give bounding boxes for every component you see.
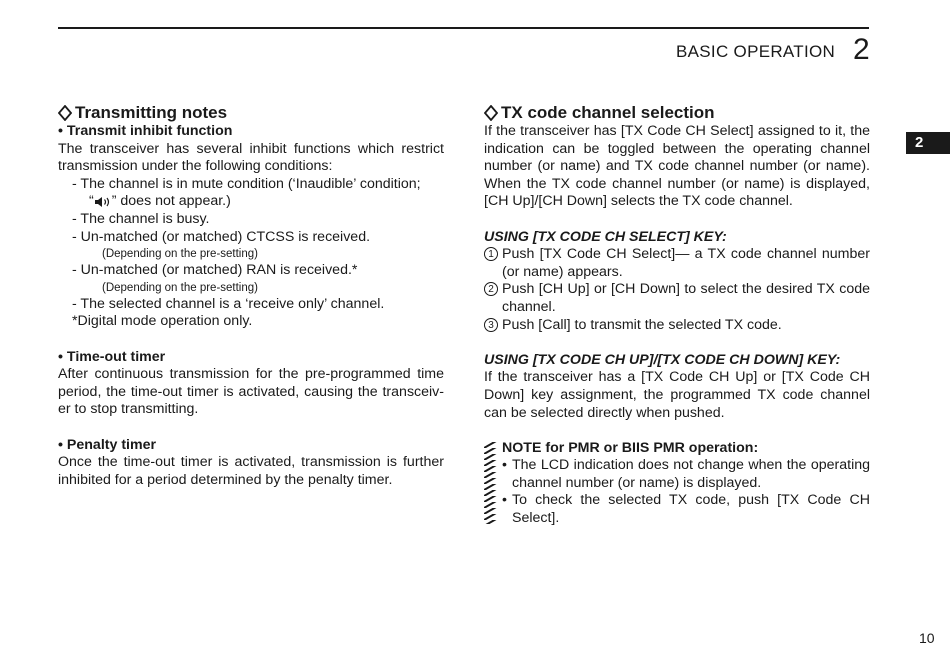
heading-text: Transmitting notes	[75, 103, 228, 122]
heading-text: TX code channel selection	[501, 103, 715, 122]
digital-footnote: *Digital mode operation only.	[72, 313, 253, 330]
right-column	[484, 102, 870, 528]
note-text: The LCD indication does not change when the operating channel number (or name) is displayed.	[512, 457, 870, 491]
condition-continuation	[80, 193, 444, 211]
condition-note: (Depending on the pre-setting)	[102, 281, 258, 294]
section-title: BASIC OPERATION	[676, 42, 836, 61]
condition-text: - The selected channel is a ‘receive only’ channel.	[72, 295, 385, 312]
note-title: NOTE for PMR or BIIS PMR operation:	[502, 439, 759, 456]
diamond-icon	[484, 105, 498, 121]
condition-note: (Depending on the pre-setting)	[102, 248, 258, 261]
condition-item	[58, 229, 444, 263]
using-updown-text: If the transceiver has a [TX Code CH Up] or [TX Code CH Down] key assignment, the programmed TX code channel can be selected directly when pushed.	[484, 369, 870, 421]
step-text: Push [CH Up] or [CH Down] to select the desired TX code channel.	[502, 281, 870, 315]
bullet-dot: •	[502, 492, 507, 509]
close-quote-text: ” does not appear.)	[111, 193, 231, 210]
condition-text: - The channel is busy.	[72, 210, 210, 227]
step-number: 1	[484, 247, 498, 261]
using-select-title: USING [TX CODE CH SELECT] KEY:	[484, 228, 727, 245]
condition-item	[58, 176, 444, 211]
step-item	[484, 317, 870, 335]
inhibit-subtitle: • Transmit inhibit function	[58, 123, 233, 139]
inhibit-intro: The transceiver has several inhibit functions which restrict transmission under the following conditions:	[58, 140, 444, 175]
tx-code-intro: If the transceiver has [TX Code CH Select] assigned to it, the indication can be toggled between the operating channel number (or name) and TX code channel number (or name). When the TX code channel number (or name) is displayed, [CH Up]/[CH Down] selects the TX code channel.	[484, 123, 870, 210]
condition-item	[58, 296, 444, 314]
step-text: Push [TX Code CH Select]— a TX code channel number (or name) appears.	[502, 246, 870, 280]
timeout-text: After continuous transmission for the pre-programmed time period, the time-out timer is activated, causing the transceiv- er to stop transmitting.	[58, 366, 444, 418]
step-number: 2	[484, 282, 498, 296]
transmitting-notes-heading	[58, 102, 444, 123]
tx-code-heading	[484, 102, 870, 123]
condition-text: - Un-matched (or matched) CTCSS is received.	[72, 228, 371, 245]
condition-text: - The channel is in mute condition (‘Inaudible’ condition;	[72, 175, 421, 192]
note-text: To check the selected TX code, push [TX Code CH Select].	[512, 492, 870, 527]
timeout-subtitle: • Time-out timer	[58, 348, 166, 365]
condition-text: - Un-matched (or matched) RAN is received.*	[72, 262, 358, 279]
chapter-number: 2	[853, 33, 870, 66]
step-item	[484, 246, 870, 281]
open-quote: “	[89, 193, 94, 210]
penalty-text: Once the time-out timer is activated, transmission is further inhibited for a period determined by the penalty timer.	[58, 454, 444, 488]
note-item	[502, 492, 870, 527]
condition-item	[58, 211, 444, 229]
bullet-dot: •	[502, 457, 507, 474]
diamond-icon	[58, 105, 72, 121]
left-column	[58, 102, 444, 489]
header-rule	[58, 27, 869, 29]
note-stripes-icon	[484, 442, 498, 524]
condition-item	[58, 262, 444, 296]
step-text: Push [Call] to transmit the selected TX code.	[502, 316, 782, 333]
inhibit-conditions	[58, 176, 444, 314]
chapter-tab: 2	[906, 132, 950, 154]
note-box	[484, 440, 870, 528]
using-updown-title: USING [TX CODE CH UP]/[TX CODE CH DOWN] KEY:	[484, 351, 841, 368]
penalty-subtitle: • Penalty timer	[58, 436, 157, 453]
step-item	[484, 281, 870, 316]
note-item	[502, 457, 870, 492]
page-number: 10	[919, 630, 935, 646]
step-number: 3	[484, 318, 498, 332]
speaker-icon	[94, 196, 112, 208]
